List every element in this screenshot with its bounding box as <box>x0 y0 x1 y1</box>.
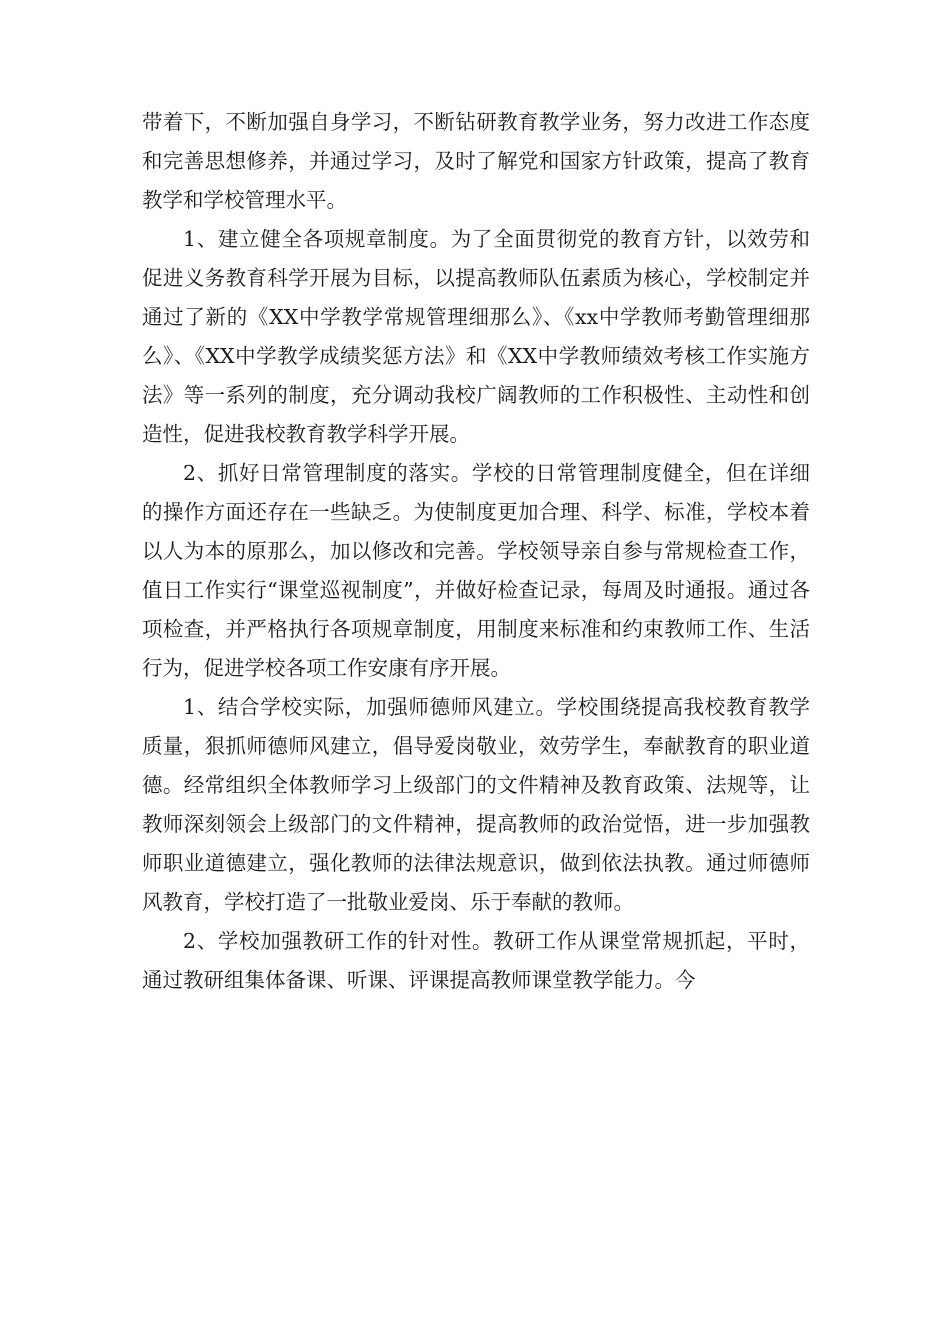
paragraph-teacher-ethics: 1、结合学校实际，加强师德师风建立。学校围绕提高我校教育教学质量，狠抓师德师风建立，倡导爱岗敬业，效劳学生，奉献教育的职业道德。经常组织全体教师学习上级部门的文件精神及教育政策、法规等，让教师深刻领会上级部门的文件精神，提高教师的政治觉悟，进一步加强教师职业道德建立，强化教师的法律法规意识，做到依法执教。通过师德师风教育，学校打造了一批敬业爱岗、乐于奉献的教师。 <box>142 695 810 914</box>
paragraph-daily-management: 2、抓好日常管理制度的落实。学校的日常管理制度健全，但在详细的操作方面还存在一些缺乏。为使制度更加合理、科学、标准，学校本着以人为本的原那么，加以修改和完善。学校领导亲自参与常规检查工作，值日工作实行“课堂巡视制度”，并做好检查记录，每周及时通报。通过各项检查，并严格执行各项规章制度，用制度来标准和约束教师工作、生活行为，促进学校各项工作安康有序开展。 <box>142 461 810 680</box>
paragraph-teaching-research: 2、学校加强教研工作的针对性。教研工作从课堂常规抓起，平时，通过教研组集体备课、听课、评课提高教师课堂教学能力。今 <box>142 929 810 992</box>
paragraph-continuation: 带着下，不断加强自身学习，不断钻研教育教学业务，努力改进工作态度和完善思想修养，并通过学习，及时了解党和国家方针政策，提高了教育教学和学校管理水平。 <box>142 110 810 212</box>
document-body <box>142 103 810 1000</box>
paragraph-rules-system: 1、建立健全各项规章制度。为了全面贯彻党的教育方针，以效劳和促进义务教育科学开展为目标，以提高教师队伍素质为核心，学校制定并通过了新的《XX中学教学常规管理细那么》、《xx中学教师考勤管理细那么》、《XX中学教学成绩奖惩方法》和《XX中学教师绩效考核工作实施方法》等一系列的制度，充分调动我校广阔教师的工作积极性、主动性和创造性，促进我校教育教学科学开展。 <box>142 227 810 446</box>
